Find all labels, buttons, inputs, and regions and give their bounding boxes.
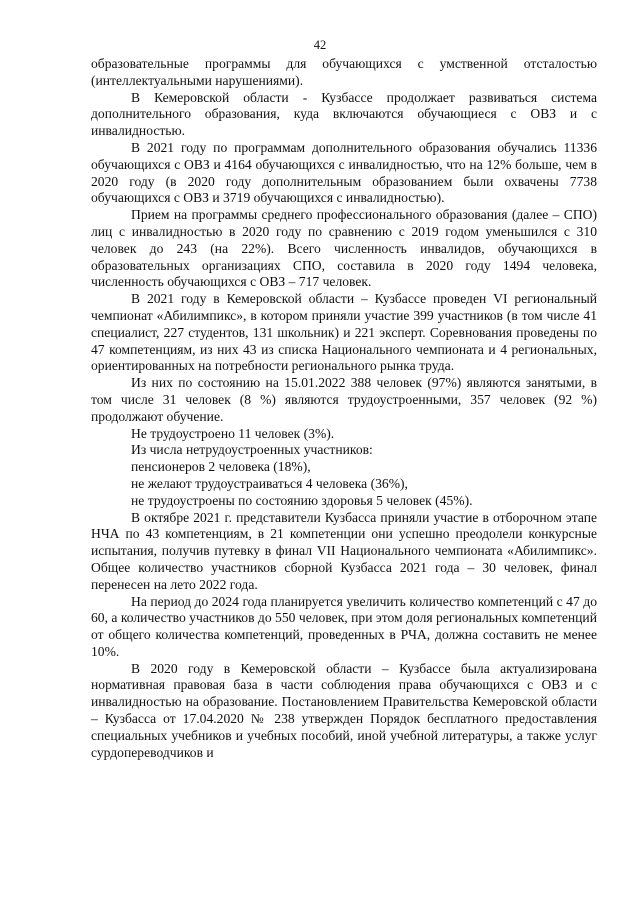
paragraph: На период до 2024 года планируется увеличить количество компетенций с 47 до 60, а количество участников до 550 человек, при этом доля региональных компетенций от общего количества компетенций, проведенных в РЧА, должна составить не менее 10%. — [91, 593, 597, 659]
paragraph: Из числа нетрудоустроенных участников: — [131, 442, 373, 458]
paragraph: В 2020 году в Кемеровской области – Кузбассе была актуализирована нормативная правовая база в части соблюдения права обучающихся с ОВЗ и с инвалидностью на образование. Постановлением Правительства Кемеровской области – Кузбасса от 17.04.2020 № 238 утвержден Порядок бесплатного предоставления специальных учебников и учебных пособий, иной учебной литературы, а также услуг сурдопереводчиков и — [91, 660, 597, 760]
page-number: 42 — [313, 38, 327, 52]
paragraph: В 2021 году по программам дополнительного образования обучались 11336 обучающихся с ОВЗ и 4164 обучающихся с инвалидностью, что на 12% больше, чем в 2020 году (в 2020 году дополнительным образованием были охвачены 7738 обучающихся с ОВЗ и 3719 обучающихся с инвалидностью). — [91, 139, 597, 206]
list-item: не желают трудоустраиваться 4 человека (36%), — [131, 475, 408, 491]
paragraph: образовательные программы для обучающихся с умственной отсталостью (интеллектуальными нарушениями). — [91, 56, 597, 88]
list-item: не трудоустроены по состоянию здоровья 5 человек (45%). — [131, 492, 473, 508]
document-body — [91, 56, 597, 761]
list-item: пенсионеров 2 человека (18%), — [131, 459, 311, 475]
paragraph: Прием на программы среднего профессионального образования (далее – СПО) лиц с инвалидностью в 2020 году по сравнению с 2019 годом уменьшился с 310 человек до 243 (на 22%). Всего численность инвалидов, обучающихся в образовательных организациях СПО, составила в 2020 году 1494 человека, численность обучающихся с ОВЗ – 717 человек. — [91, 207, 597, 290]
paragraph: Не трудоустроено 11 человек (3%). — [131, 425, 335, 441]
paragraph: В Кемеровской области - Кузбассе продолжает развиваться система дополнительного образования, куда включаются обучающиеся с ОВЗ и с инвалидностью. — [91, 89, 597, 139]
paragraph: Из них по состоянию на 15.01.2022 388 человек (97%) являются занятыми, в том числе 31 человек (8 %) являются трудоустроенными, 357 человек (92 %) продолжают обучение. — [91, 375, 597, 424]
paragraph: В октябре 2021 г. представители Кузбасса приняли участие в отборочном этапе НЧА по 43 компетенциям, в 21 компетенции они успешно преодолели конкурсные испытания, получив путевку в финал VII Национального чемпионата «Абилимпикс». Общее количество участников сборной Кузбасса 2021 года – 30 человек, финал перенесен на лето 2022 года. — [91, 509, 597, 592]
paragraph: В 2021 году в Кемеровской области – Кузбассе проведен VI региональный чемпионат «Абилимпикс», в котором приняли участие 399 участников (в том числе 41 специалист, 227 студентов, 131 школьник) и 221 эксперт. Соревнования проведены по 47 компетенциям, из них 43 из списка Национального чемпионата и 4 региональных, ориентированных на потребности регионального рынка труда. — [91, 291, 597, 374]
